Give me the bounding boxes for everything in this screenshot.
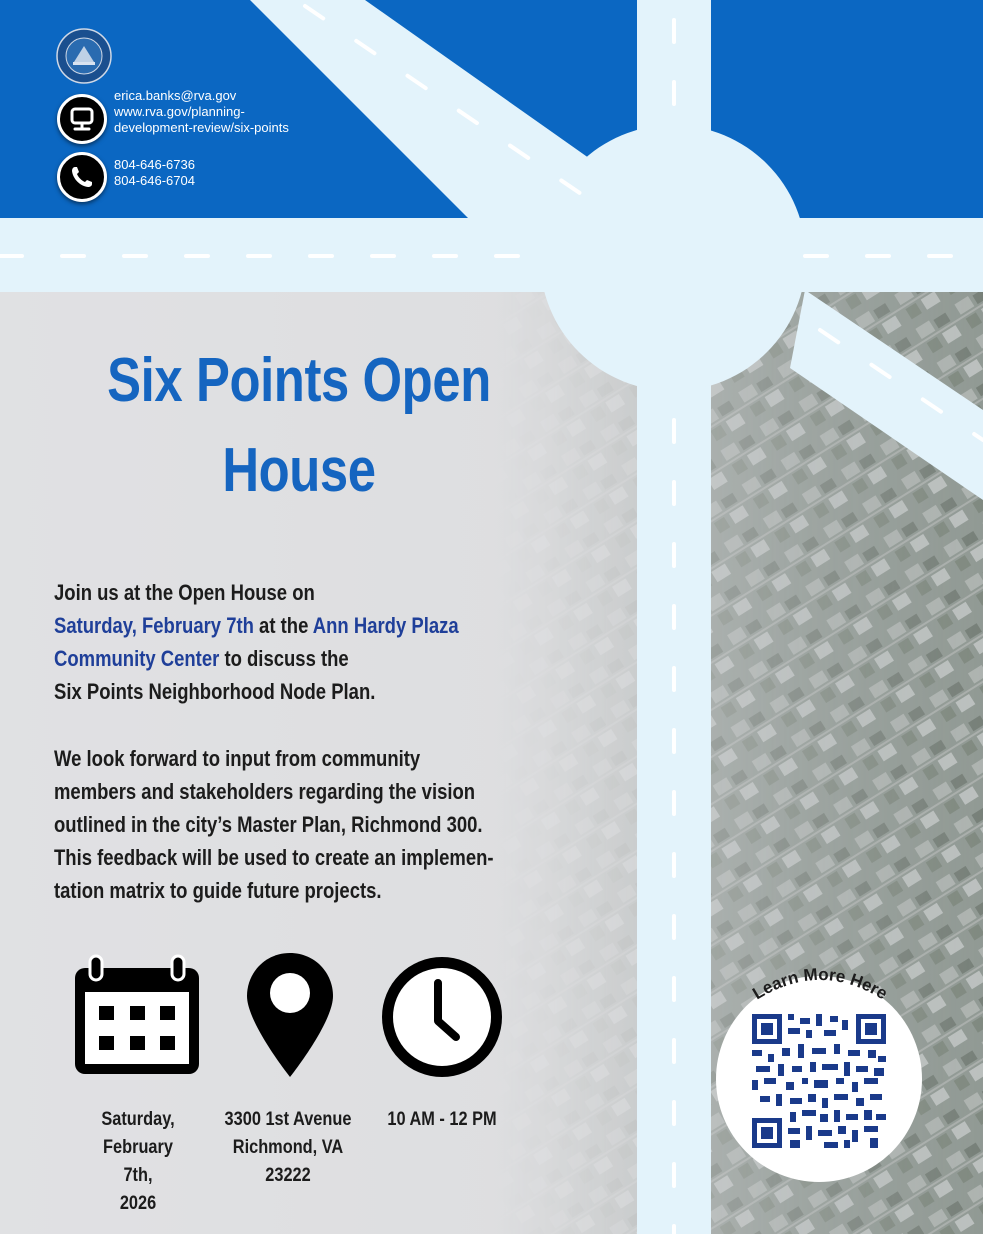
- intro-line-3: [54, 642, 575, 675]
- event-time-detail: [382, 1106, 502, 1134]
- intro-line-1: Join us at the Open House on: [54, 580, 315, 605]
- page-title: [87, 336, 512, 516]
- intro-line-4: Six Points Neighborhood Node Plan.: [54, 679, 376, 704]
- feedback-line-2: members and stakeholders regarding the vision: [54, 779, 476, 804]
- intro-connector-text: at the: [253, 613, 313, 638]
- event-date-line-3: 2026: [119, 1193, 157, 1214]
- calendar-icon: [72, 954, 202, 1078]
- event-date-line-1: Saturday,: [101, 1109, 175, 1130]
- contact-website-line2[interactable]: development-review/six-points: [114, 120, 289, 135]
- event-address-line-2: Richmond, VA 23222: [232, 1137, 344, 1186]
- contact-email[interactable]: erica.banks@rva.gov: [114, 88, 237, 103]
- event-date-detail: [86, 1106, 189, 1218]
- event-time-text: 10 AM - 12 PM: [387, 1109, 497, 1130]
- feedback-line-4: This feedback will be used to create an implemen-: [54, 845, 494, 870]
- phone-icon: [60, 155, 104, 199]
- event-address-line-1: 3300 1st Avenue: [224, 1109, 352, 1130]
- feedback-paragraph: [54, 742, 575, 907]
- feedback-line-5: tation matrix to guide future projects.: [54, 878, 382, 903]
- contact-web-block: [114, 88, 289, 136]
- feedback-line-3: outlined in the city’s Master Plan, Richmond 300.: [54, 812, 483, 837]
- event-date-line-2: February 7th,: [103, 1137, 173, 1186]
- contact-phone-block: [114, 157, 195, 189]
- contact-phone-2[interactable]: 804-646-6704: [114, 173, 195, 188]
- contact-phone-icon-badge: [57, 152, 107, 202]
- contact-phone-1[interactable]: 804-646-6736: [114, 157, 195, 172]
- intro-discuss-text: to discuss the: [219, 646, 349, 671]
- clock-icon: [380, 955, 504, 1079]
- title-line-2: House: [222, 436, 376, 505]
- title-line-1: Six Points Open: [107, 346, 491, 415]
- contact-website-line1[interactable]: www.rva.gov/planning-: [114, 104, 245, 119]
- qr-caption-text: Learn More Here: [749, 964, 891, 1004]
- venue-highlight-1: Ann Hardy Plaza: [312, 613, 459, 638]
- qr-caption: [730, 944, 910, 1014]
- map-pin-icon: [245, 951, 335, 1081]
- computer-monitor-icon: [60, 97, 104, 141]
- qr-code[interactable]: [752, 1014, 886, 1148]
- svg-text:Learn More Here: [749, 965, 890, 1004]
- city-seal-logo: [56, 28, 112, 84]
- venue-highlight-2: Community Center: [54, 646, 220, 671]
- event-address-detail: [211, 1106, 366, 1190]
- intro-line-2: [54, 609, 575, 642]
- feedback-line-1: We look forward to input from community: [54, 746, 421, 771]
- intro-paragraph: [54, 576, 575, 708]
- contact-web-icon-badge: [57, 94, 107, 144]
- event-date-highlight: Saturday, February 7th: [54, 613, 254, 638]
